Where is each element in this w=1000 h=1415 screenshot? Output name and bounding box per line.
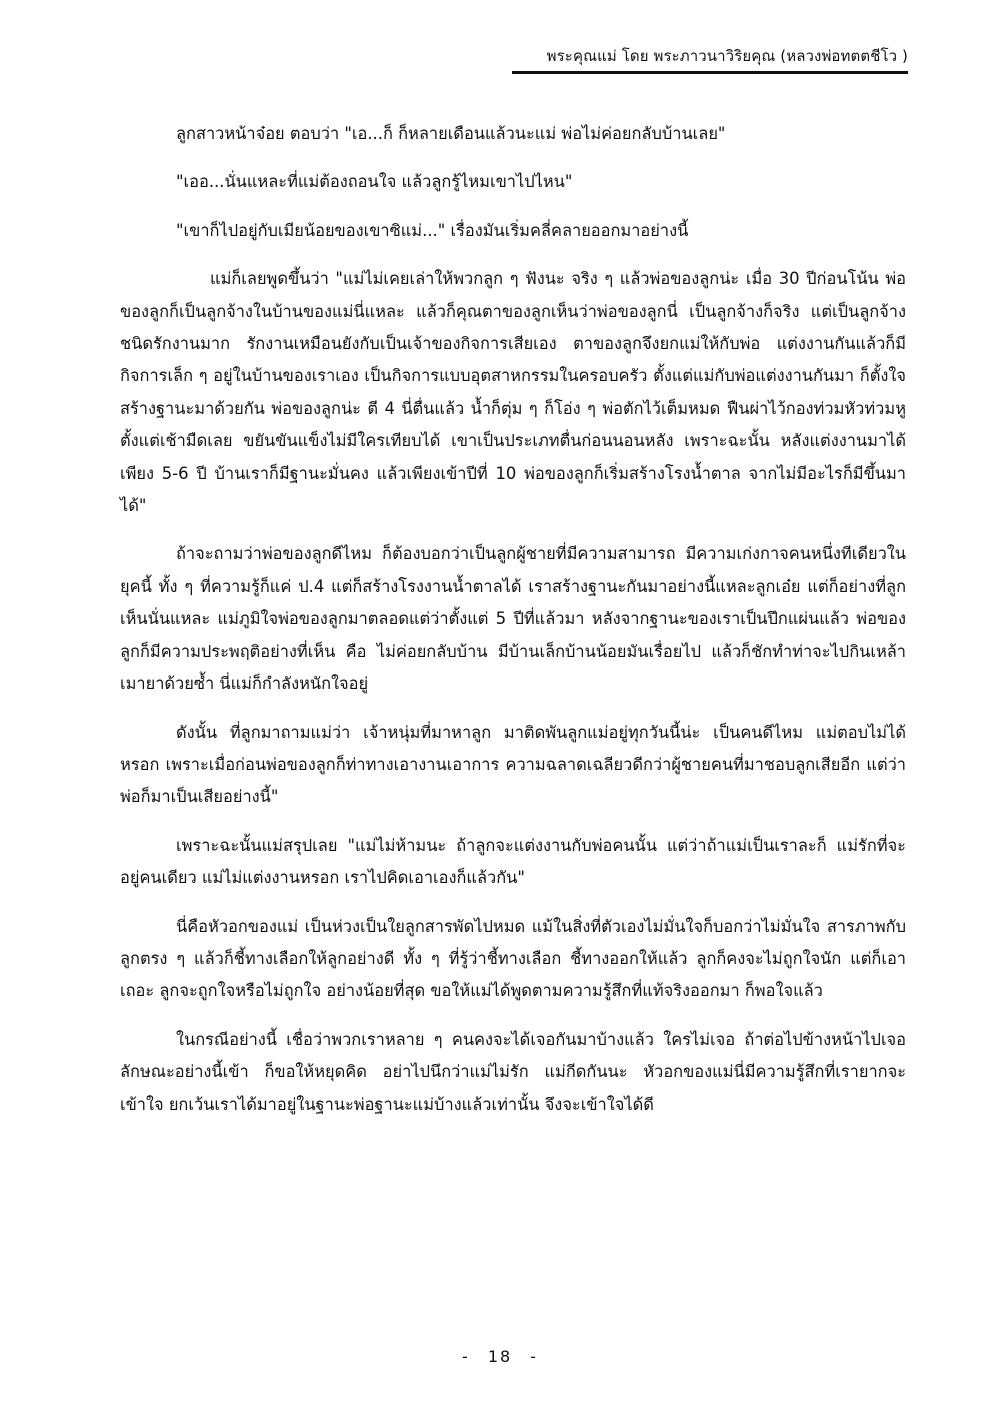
header-rule — [512, 71, 908, 74]
paragraph: แม่ก็เลยพูดขึ้นว่า "แม่ไม่เคยเล่าให้พวกลูก ๆ ฟังนะ จริง ๆ แล้วพ่อของลูกน่ะ เมื่อ 30 ปีก่อนโน้น พ่อของลูกก็เป็นลูกจ้างในบ้านของแม่นี่แหละ แล้วก็คุณตาของลูกเห็นว่าพ่อของลูกนี่ เป็นลูกจ้างก็จริง แต่เป็นลูกจ้างชนิดรักงานมาก รักงานเหมือนยังกับเป็นเจ้าของกิจการเสียเอง ตาของลูกจึงยกแม่ให้กับพ่อ แต่งงานกันแล้วก็มีกิจการเล็ก ๆ อยู่ในบ้านของเราเอง เป็นกิจการแบบอุตสาหกรรมในครอบครัว ตั้งแต่แม่กับพ่อแต่งงานกันมา ก็ตั้งใจสร้างฐานะมาด้วยกัน พ่อของลูกน่ะ ตี 4 นี่ตื่นแล้ว น้ำก็ตุ่ม ๆ ก็โอ่ง ๆ พ่อตักไว้เต็มหมด ฟืนผ่าไว้กองท่วมหัวท่วมหูตั้งแต่เช้ามืดเลย ขยันขันแข็งไม่มีใครเทียบได้ เขาเป็นประเภทตื่นก่อนนอนหลัง เพราะฉะนั้น หลังแต่งงานมาได้เพียง 5-6 ปี บ้านเราก็มีฐานะมั่นคง แล้วเพียงเข้าปีที่ 10 พ่อของลูกก็เริ่มสร้างโรงน้ำตาล จากไม่มีอะไรก็มีขึ้นมาได้" — [120, 269, 906, 516]
paragraph: "เขาก็ไปอยู่กับเมียน้อยของเขาซิแม่..." เรื่องมันเริ่มคลี่คลายออกมาอย่างนี้ — [176, 220, 689, 240]
paragraph: นี่คือหัวอกของแม่ เป็นห่วงเป็นใยลูกสารพัดไปหมด แม้ในสิ่งที่ตัวเองไม่มั่นใจก็บอกว่าไม่มั่นใจ สารภาพกับลูกตรง ๆ แล้วก็ชี้ทางเลือกให้ลูกอย่างดี ทั้ง ๆ ที่รู้ว่าชี้ทางเลือก ชี้ทางออกให้แล้ว ลูกก็คงจะไม่ถูกใจนัก แต่ก็เอาเถอะ ลูกจะถูกใจหรือไม่ถูกใจ อย่างน้อยที่สุด ขอให้แม่ได้พูดตามความรู้สึกที่แท้จริงออกมา ก็พอใจแล้ว — [120, 916, 906, 1001]
running-header: พระคุณแม่ โดย พระภาวนาวิริยคุณ (หลวงพ่อทตตชีโว ) — [546, 47, 908, 65]
page-footer — [0, 1347, 1000, 1366]
paragraph: เพราะฉะนั้นแม่สรุปเลย "แม่ไม่ห้ามนะ ถ้าลูกจะแต่งงานกับพ่อคนนั้น แต่ว่าถ้าแม่เป็นเราละก็ แม่รักที่จะอยู่คนเดียว แม่ไม่แต่งงานหรอก เราไปคิดเอาเองก็แล้วกัน" — [120, 835, 906, 888]
paragraph: ลูกสาวหน้าจ๋อย ตอบว่า "เอ...ก็ ก็หลายเดือนแล้วนะแม่ พ่อไม่ค่อยกลับบ้านเลย" — [176, 124, 726, 143]
page-number: 18 — [487, 1347, 513, 1366]
page-dash-left: - — [462, 1347, 470, 1366]
page-dash-right: - — [530, 1347, 538, 1366]
body-text — [120, 118, 906, 1137]
paragraph: ในกรณีอย่างนี้ เชื่อว่าพวกเราหลาย ๆ คนคงจะได้เจอกันมาบ้างแล้ว ใครไม่เจอ ถ้าต่อไปข้างหน้าไปเจอลักษณะอย่างนี้เข้า ก็ขอให้หยุดคิด อย่าไปนึกว่าแม่ไม่รัก แม่กีดกันนะ หัวอกของแม่นี่มีความรู้สึกที่เรายากจะเข้าใจ ยกเว้นเราได้มาอยู่ในฐานะพ่อฐานะแม่บ้างแล้วเท่านั้น จึงจะเข้าใจได้ดี — [120, 1029, 906, 1114]
paragraph: ถ้าจะถามว่าพ่อของลูกดีไหม ก็ต้องบอกว่าเป็นลูกผู้ชายที่มีความสามารถ มีความเก่งกาจคนหนึ่งทีเดียวในยุคนี้ ทั้ง ๆ ที่ความรู้ก็แค่ ป.4 แต่ก็สร้างโรงงานน้ำตาลได้ เราสร้างฐานะกันมาอย่างนี้แหละลูกเอ๋ย แต่ก็อย่างที่ลูกเห็นนั่นแหละ แม่ภูมิใจพ่อของลูกมาตลอดแต่ว่าตั้งแต่ 5 ปีที่แล้วมา หลังจากฐานะของเราเป็นปึกแผ่นแล้ว พ่อของลูกก็มีความประพฤติอย่างที่เห็น คือ ไม่ค่อยกลับบ้าน มีบ้านเล็กบ้านน้อยมันเรื่อยไป แล้วก็ชักทำท่าจะไปกินเหล้าเมายาด้วยซ้ำ นี่แม่ก็กำลังหนักใจอยู่ — [120, 544, 906, 694]
paragraph: "เออ...นั่นแหละที่แม่ต้องถอนใจ แล้วลูกรู้ไหมเขาไปไหน" — [176, 172, 573, 192]
paragraph: ดังนั้น ที่ลูกมาถามแม่ว่า เจ้าหนุ่มที่มาหาลูก มาติดพันลูกแม่อยู่ทุกวันนี้น่ะ เป็นคนดีไหม แม่ตอบไม่ได้หรอก เพราะเมื่อก่อนพ่อของลูกก็ท่าทางเอางานเอาการ ความฉลาดเฉลียวดีกว่าผู้ชายคนที่มาชอบลูกเสียอีก แต่ว่าพ่อก็มาเป็นเสียอย่างนี้" — [120, 722, 906, 807]
